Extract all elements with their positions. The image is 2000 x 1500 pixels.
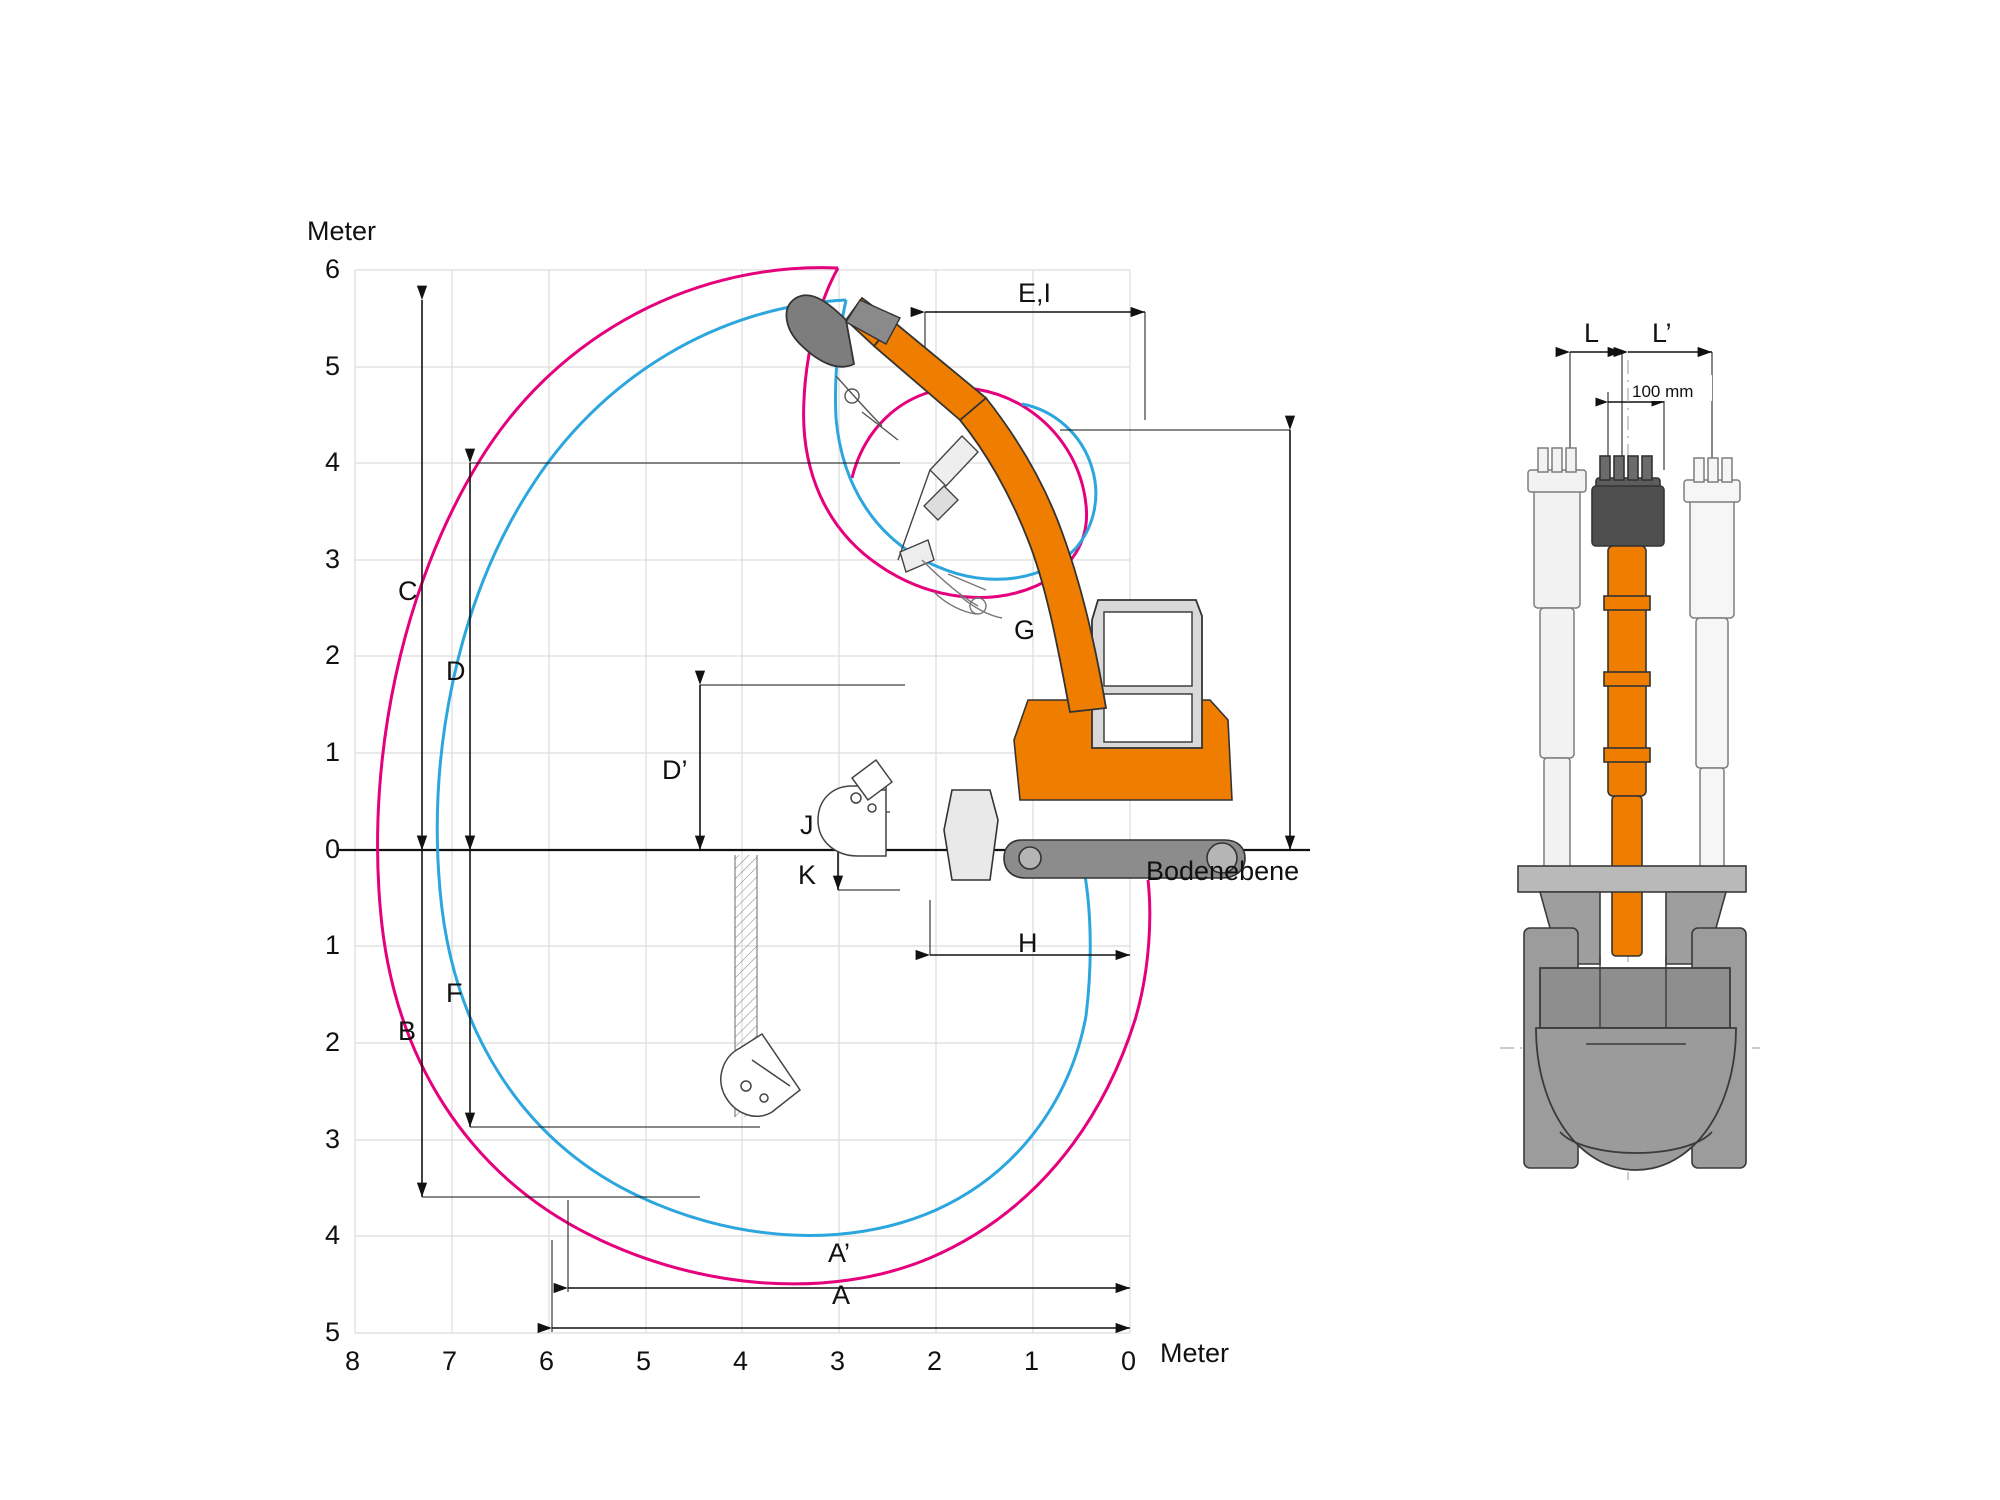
dimension-label-d: D bbox=[446, 656, 466, 686]
dimension-label-h: H bbox=[1018, 928, 1038, 958]
x-axis-unit-label: Meter bbox=[1160, 1338, 1230, 1368]
dimension-label-c: C bbox=[398, 576, 418, 606]
y-tick-neg5: 5 bbox=[325, 1317, 341, 1347]
dimension-label-l-prime: L’ bbox=[1652, 318, 1672, 348]
dimension-label-e-i: E,I bbox=[1018, 278, 1052, 308]
dimension-label-k: K bbox=[798, 860, 817, 890]
y-tick-2: 2 bbox=[325, 640, 341, 670]
dimension-label-j: J bbox=[800, 810, 814, 840]
y-tick-0: 0 bbox=[325, 834, 341, 864]
ground-level-label: Bodenebene bbox=[1146, 856, 1300, 886]
dimension-label-g: G bbox=[1014, 615, 1036, 645]
y-tick-1: 1 bbox=[325, 737, 341, 767]
x-tick-5: 5 bbox=[636, 1346, 652, 1376]
x-tick-3: 3 bbox=[830, 1346, 846, 1376]
x-tick-6: 6 bbox=[539, 1346, 555, 1376]
x-tick-0: 0 bbox=[1121, 1346, 1137, 1376]
y-tick-neg3: 3 bbox=[325, 1124, 341, 1154]
y-tick-5: 5 bbox=[325, 351, 341, 381]
offset-100mm-label: 100 mm bbox=[1632, 382, 1694, 401]
y-tick-neg4: 4 bbox=[325, 1220, 341, 1250]
x-tick-2: 2 bbox=[927, 1346, 943, 1376]
y-tick-6: 6 bbox=[325, 254, 341, 284]
dimension-label-f: F bbox=[446, 978, 463, 1008]
dimension-label-b: B bbox=[398, 1016, 417, 1046]
dimension-label-d-prime: D’ bbox=[662, 755, 688, 785]
x-tick-4: 4 bbox=[733, 1346, 749, 1376]
x-tick-7: 7 bbox=[442, 1346, 458, 1376]
y-tick-neg1: 1 bbox=[325, 930, 341, 960]
dimension-label-l: L bbox=[1584, 318, 1600, 348]
dimension-label-a: A bbox=[832, 1280, 851, 1310]
y-axis-unit-label: Meter bbox=[307, 216, 377, 246]
y-tick-neg2: 2 bbox=[325, 1027, 341, 1057]
y-tick-3: 3 bbox=[325, 544, 341, 574]
x-tick-8: 8 bbox=[345, 1346, 361, 1376]
x-tick-1: 1 bbox=[1024, 1346, 1040, 1376]
y-tick-4: 4 bbox=[325, 447, 341, 477]
dimension-label-a-prime: A’ bbox=[828, 1238, 851, 1268]
